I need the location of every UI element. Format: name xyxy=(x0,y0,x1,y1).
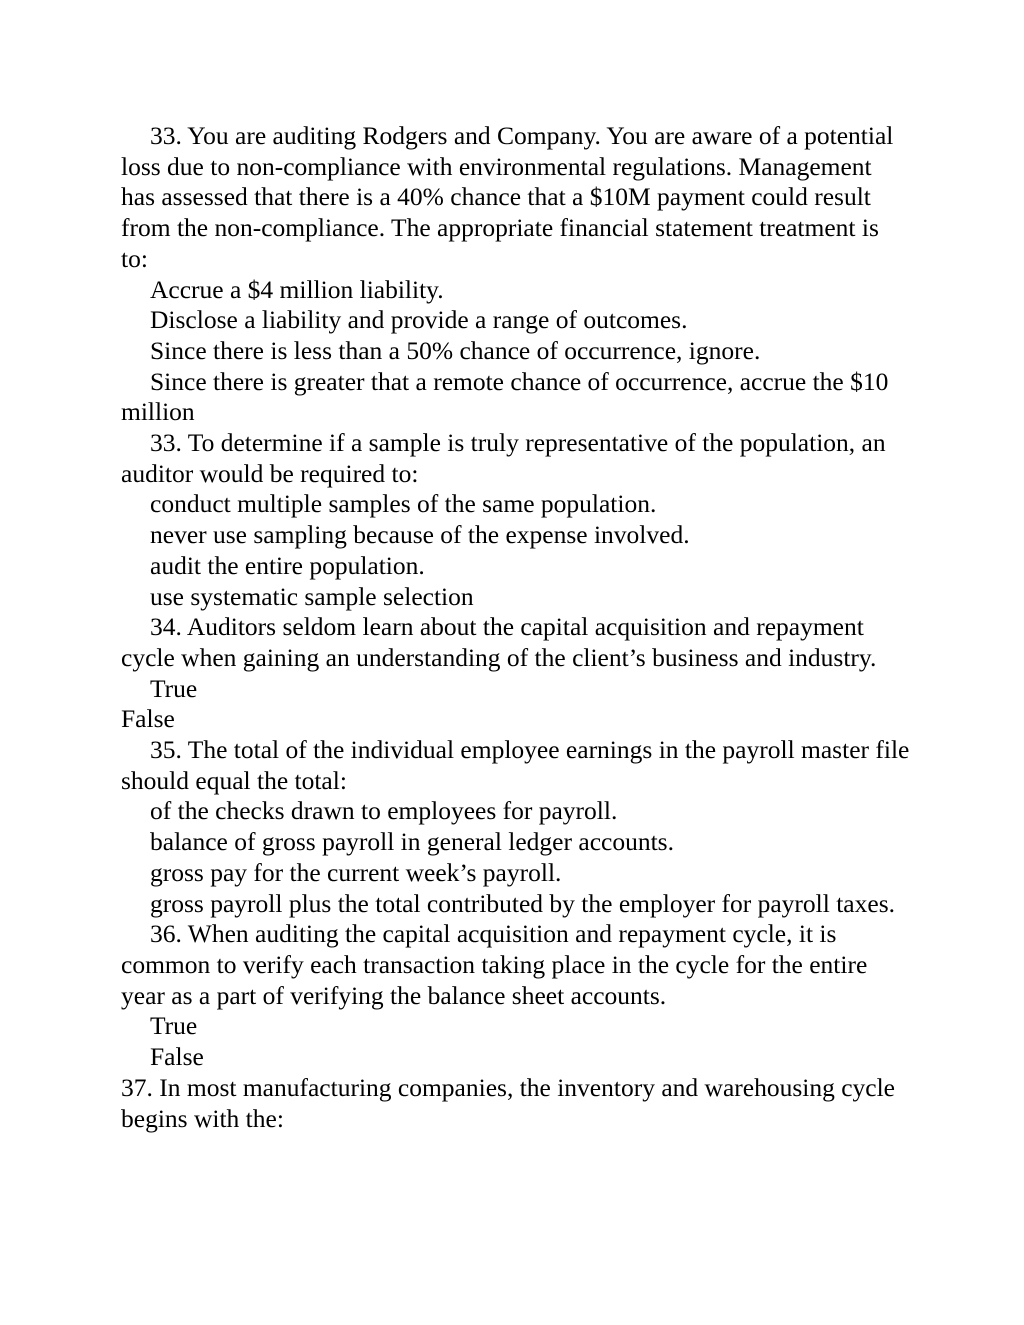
question-34-option: True xyxy=(150,673,198,703)
question-36-option: True xyxy=(150,1011,198,1041)
question-35-option: gross pay for the current week’s payroll. xyxy=(150,857,562,887)
question-33a-option: Since there is greater that a remote chance of occurrence, accrue the $10 million xyxy=(121,366,889,427)
question-33b-stem: 33. To determine if a sample is truly representative of the population, an auditor would be required to: xyxy=(121,428,886,488)
question-33a-option: Since there is less than a 50% chance of occurrence, ignore. xyxy=(150,335,761,365)
question-33b-option: conduct multiple samples of the same population. xyxy=(150,489,657,519)
question-35-option: of the checks drawn to employees for payroll. xyxy=(150,796,618,826)
question-34-option: False xyxy=(121,704,175,734)
question-33a-stem: 33. You are auditing Rodgers and Company. You are aware of a potential loss due to non-compliance with environmental regulations. Management has assessed that there is a 40% chance that a $10M payment could result from the non-compliance. The appropriate financial statement treatment is to: xyxy=(121,121,894,273)
question-35-stem: 35. The total of the individual employee earnings in the payroll master file should equal the total: xyxy=(121,735,910,795)
question-36-stem: 36. When auditing the capital acquisition and repayment cycle, it is common to verify each transaction taking place in the cycle for the entire year as a part of verifying the balance sheet accounts. xyxy=(121,919,868,1010)
question-33b-option: never use sampling because of the expense involved. xyxy=(150,520,690,550)
question-33b-option: use systematic sample selection xyxy=(150,581,474,611)
question-35-option: balance of gross payroll in general ledger accounts. xyxy=(150,827,674,857)
question-35-option: gross payroll plus the total contributed by the employer for payroll taxes. xyxy=(150,888,895,918)
question-33a-option: Accrue a $4 million liability. xyxy=(150,274,444,304)
question-37-stem: 37. In most manufacturing companies, the inventory and warehousing cycle begins with the: xyxy=(121,1072,895,1133)
question-33a-option: Disclose a liability and provide a range of outcomes. xyxy=(150,305,688,335)
question-36-option: False xyxy=(150,1042,204,1072)
document-page xyxy=(121,121,911,1134)
question-34-stem: 34. Auditors seldom learn about the capital acquisition and repayment cycle when gaining an understanding of the client’s business and industry. xyxy=(121,612,877,672)
question-33b-option: audit the entire population. xyxy=(150,550,425,580)
